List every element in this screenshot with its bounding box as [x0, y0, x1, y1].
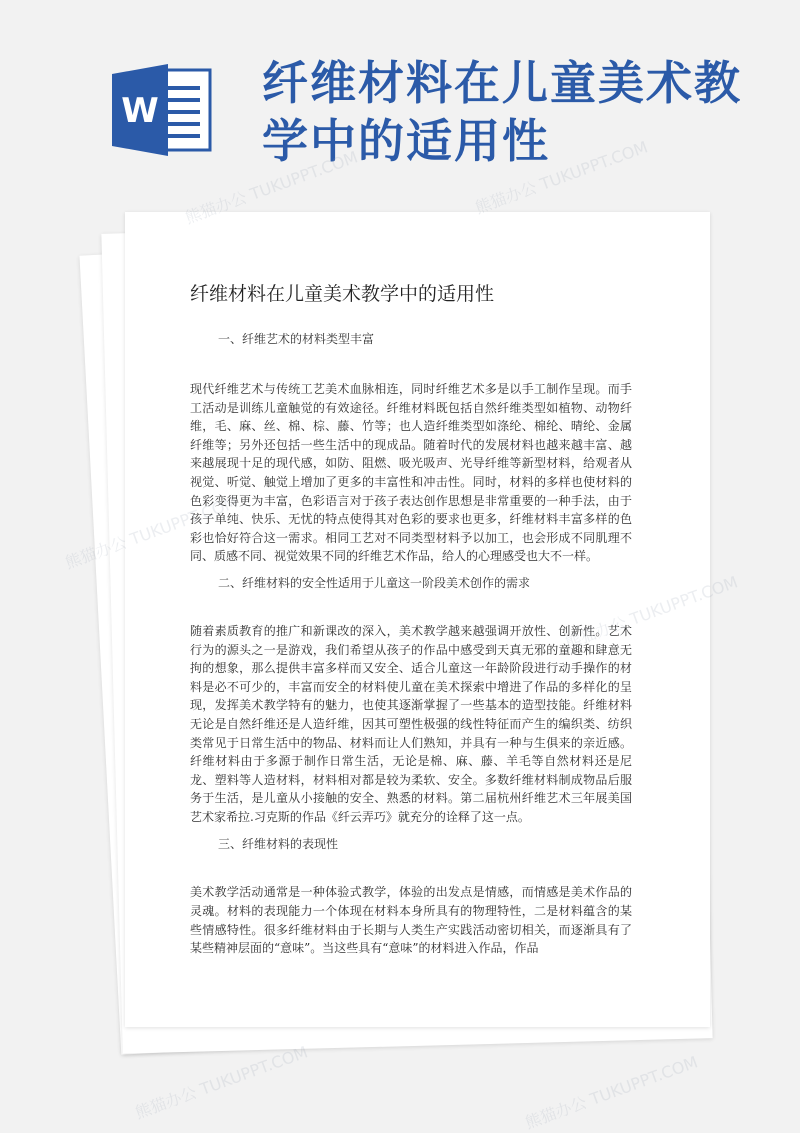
section-heading-3: 三、纤维材料的表现性	[218, 837, 339, 852]
watermark-text: 熊猫办公 TUKUPPT.COM	[182, 147, 361, 228]
banner-title: 纤维材料在儿童美术教学中的适用性	[262, 56, 742, 168]
section-paragraph-2: 随着素质教育的推广和新课改的深入，美术教学越来越强调开放性、创新性。艺术行为的源头之一是游戏，我们希望从孩子的作品中感受到天真无邪的童趣和肆意无拘的想象，那么提供丰富多样而又安全、适合儿童这一年龄阶段进行动手操作的材料是必不可少的，丰富而安全的材料使儿童在美术探索中增进了作品的多样化的呈现，发挥美术教学特有的魅力，也使其逐渐掌握了一些基本的造型技能。纤维材料无论是自然纤维还是人造纤维，因其可塑性极强的线性特征而产生的编织类、纺织类常见于日常生活中的物品、材料而让人们熟知，并具有一种与生俱来的亲近感。纤维材料由于多源于制作日常生活，无论是棉、麻、藤、羊毛等自然材料还是尼龙、塑料等人造材料，材料相对都是较为柔软、安全。多数纤维材料制成物品后服务于生活，是儿童从小接触的安全、熟悉的材料。第二届杭州纤维艺术三年展美国艺术家希拉.习克斯的作品《纤云弄巧》就充分的诠释了这一点。	[190, 623, 632, 824]
section-paragraph-3: 美术教学活动通常是一种体验式教学，体验的出发点是情感，而情感是美术作品的灵魂。材料的表现能力一个体现在材料本身所具有的物理特性，二是材料蕴含的某些情感特性。很多纤维材料由于长期与人类生产实践活动密切相关，而逐渐具有了某些精神层面的“意味”。当这些具有“意味”的材料进入作品，作品	[190, 885, 632, 956]
word-icon-letter: W	[121, 91, 159, 131]
watermark-text: 熊猫办公 TUKUPPT.COM	[472, 137, 651, 218]
word-document-icon	[112, 64, 216, 156]
section-paragraph-1: 现代纤维艺术与传统工艺美术血脉相连，同时纤维艺术多是以手工制作呈现。而手工活动是训练儿童触觉的有效途径。纤维材料既包括自然纤维类型如植物、动物纤维，毛、麻、丝、棉、棕、藤、竹等；也人造纤维类型如涤纶、棉纶、晴纶、金属纤维等；另外还包括一些生活中的现成品。随着时代的发展材料也越来越丰富、越来越展现十足的现代感，如防、阻燃、吸光吸声、光导纤维等新型材料，给观者从视觉、听觉、触觉上增加了更多的丰富性和冲击性。同时，材料的多样也使材料的色彩变得更为丰富，色彩语言对于孩子表达创作思想是非常重要的一种手法，由于孩子单纯、快乐、无忧的特点使得其对色彩的要求也更多，纤维材料丰富多样的色彩也恰好符合这一需求。相同工艺对不同类型材料予以加工，也会形成不同肌理不同、质感不同、视觉效果不同的纤维艺术作品，给人的心理感受也大不一样。	[190, 382, 632, 564]
section-heading-2: 二、纤维材料的安全性适用于儿童这一阶段美术创作的需求	[218, 575, 531, 590]
section-heading-1: 一、纤维艺术的材料类型丰富	[218, 332, 375, 346]
watermark-text: 熊猫办公 TUKUPPT.COM	[132, 1042, 311, 1123]
watermark-text: 熊猫办公 TUKUPPT.COM	[522, 1052, 701, 1133]
document-title: 纤维材料在儿童美术教学中的适用性	[190, 283, 495, 305]
document-body	[190, 280, 632, 958]
